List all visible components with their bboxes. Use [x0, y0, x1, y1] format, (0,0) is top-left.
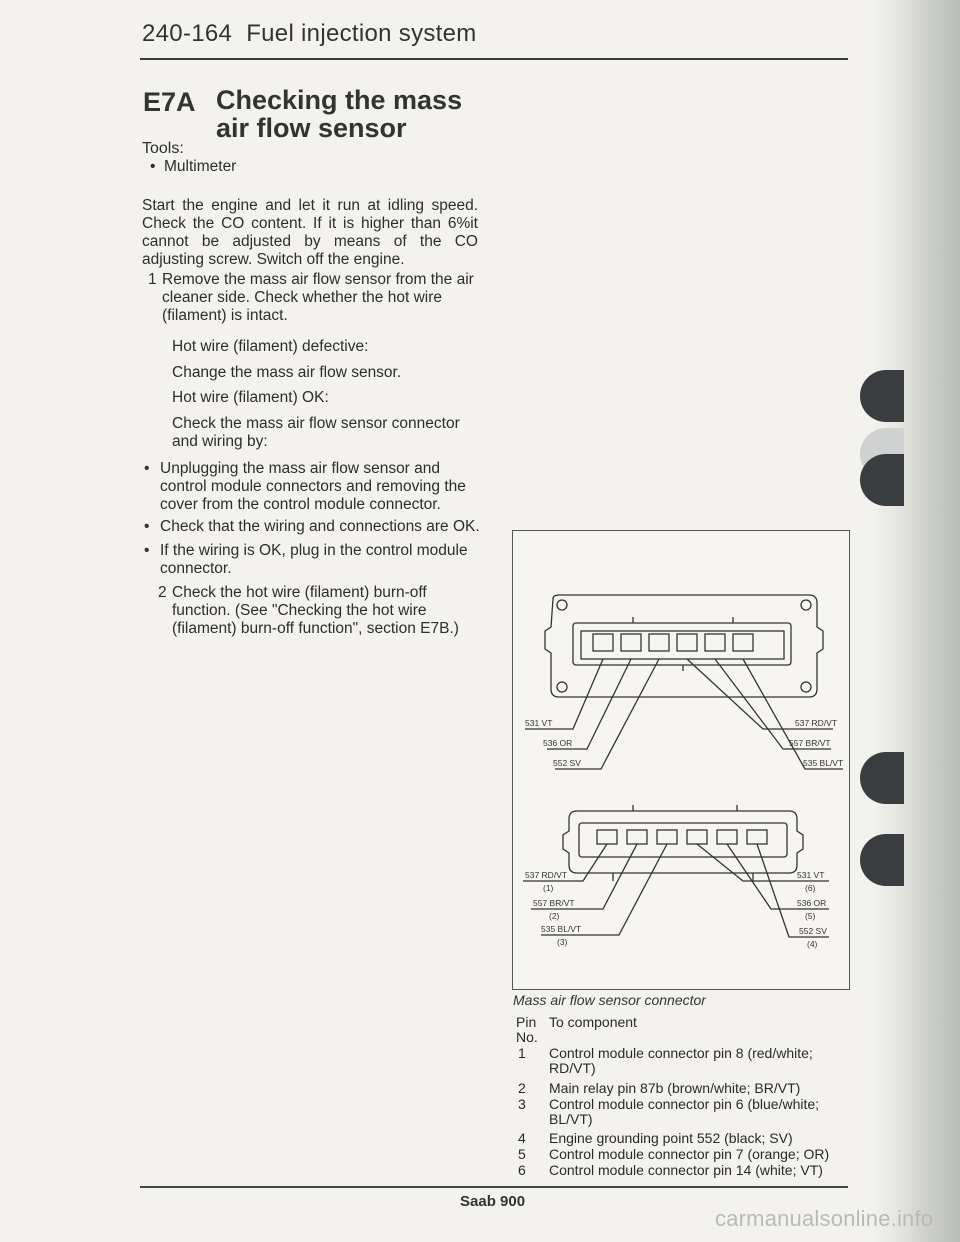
ok-action: Check the mass air flow sensor connector and wiring by:: [172, 415, 460, 450]
step-1: [148, 271, 480, 325]
pin-number-label: (4): [807, 939, 818, 949]
sensor-pin-6: [733, 634, 753, 651]
step-text: Check the hot wire (filament) burn-off function. (See "Checking the hot wire (filament) burn-off function", section E7B.): [172, 584, 459, 637]
mounting-hole: [801, 600, 811, 610]
pin-table-row: [518, 1046, 848, 1076]
pin-number-label: (6): [805, 883, 816, 893]
watermark: carmanualsonline.info: [715, 1206, 934, 1231]
bullet-glyph: •: [150, 158, 156, 175]
pin-component: Control module connector pin 6 (blue/white; BL/VT): [549, 1096, 820, 1127]
tool-item: [150, 158, 236, 176]
module-pin-5: [717, 830, 737, 844]
footer-rule: [140, 1186, 848, 1188]
step-text: Remove the mass air flow sensor from the air cleaner side. Check whether the hot wire (filament) is intact.: [162, 271, 474, 324]
wire-label: 557 BR/VT: [533, 898, 575, 908]
section-title: Checking the mass air flow sensor: [216, 85, 463, 143]
wire-label: 557 BR/VT: [789, 738, 831, 748]
component-column-header: To component: [549, 1014, 637, 1030]
bullet-glyph: •: [144, 542, 150, 559]
wire: [743, 659, 843, 769]
pin-component: Main relay pin 87b (brown/white; BR/VT): [549, 1080, 801, 1096]
wire: [757, 844, 829, 937]
bullet-glyph: •: [144, 518, 150, 535]
wire-label: 531 VT: [797, 870, 825, 880]
connector-diagram: [512, 530, 850, 990]
chapter-title: Fuel injection system: [246, 20, 477, 47]
pin-table-row: [518, 1081, 848, 1096]
connector-diagram-svg: [513, 531, 849, 989]
page-header: [142, 20, 477, 48]
wire-label: 535 BL/VT: [541, 924, 582, 934]
pin-component: Control module connector pin 14 (white; VT): [549, 1162, 823, 1178]
pin-column-header: Pin No.: [516, 1014, 538, 1045]
pin-table-row: [518, 1163, 848, 1178]
page-number: 240-164: [142, 20, 233, 47]
wire-label: 535 BL/VT: [803, 758, 844, 768]
pin-number: 4: [518, 1130, 526, 1146]
pin-number: 2: [518, 1080, 526, 1096]
step-number: 2: [158, 584, 167, 601]
pin-table-row: [518, 1131, 848, 1146]
module-pin-housing: [579, 823, 787, 857]
pin-number-label: (1): [543, 883, 554, 893]
step-number: 1: [148, 271, 157, 288]
step-2: [158, 584, 480, 638]
wire-label: 537 RD/VT: [525, 870, 568, 880]
sensor-pin-4: [677, 634, 697, 651]
diagram-caption: Mass air flow sensor connector: [513, 992, 706, 1008]
bullet-item: [144, 542, 480, 578]
mounting-hole: [557, 600, 567, 610]
bullet-text: Check that the wiring and connections are OK.: [160, 518, 480, 535]
sensor-pin-2: [621, 634, 641, 651]
wire: [541, 844, 667, 935]
page-binding-edge: [872, 0, 960, 1242]
pin-component: Engine grounding point 552 (black; SV): [549, 1130, 793, 1146]
pin-number: 3: [518, 1096, 526, 1112]
tool-item-text: Multimeter: [164, 158, 237, 175]
pin-component: Control module connector pin 7 (orange; OR): [549, 1146, 830, 1162]
pin-number: 6: [518, 1162, 526, 1178]
pin-table-row: [518, 1097, 848, 1127]
bullet-text: If the wiring is OK, plug in the control module connector.: [160, 542, 468, 577]
module-pin-1: [597, 830, 617, 844]
module-pin-4: [687, 830, 707, 844]
footer-model: Saab 900: [460, 1193, 526, 1210]
pin-table-header: [516, 1014, 637, 1045]
sensor-connector-outline: [545, 595, 823, 697]
wire: [715, 659, 831, 749]
wire-label: 552 SV: [799, 926, 827, 936]
pin-table-row: [518, 1147, 848, 1162]
pin-number-label: (2): [549, 911, 560, 921]
pin-number-label: (3): [557, 937, 568, 947]
section-tab-marker: [860, 370, 904, 422]
module-pin-3: [657, 830, 677, 844]
module-pin-2: [627, 830, 647, 844]
pin-number: 1: [518, 1045, 526, 1061]
pin-number-label: (5): [805, 911, 816, 921]
header-rule: [140, 58, 848, 60]
mounting-hole: [801, 682, 811, 692]
wire-label: 536 OR: [543, 738, 573, 748]
wire-label: 537 RD/VT: [795, 718, 838, 728]
sensor-pin-1: [593, 634, 613, 651]
defective-action: Change the mass air flow sensor.: [172, 364, 402, 381]
tools-label: Tools:: [142, 140, 184, 157]
bullet-item: [144, 518, 480, 536]
bullet-text: Unplugging the mass air flow sensor and control module connectors and removing the cover from the control module connector.: [160, 460, 466, 513]
bullet-glyph: •: [144, 460, 150, 477]
sensor-pin-3: [649, 634, 669, 651]
wire: [555, 659, 659, 769]
intro-paragraph: Start the engine and let it run at idling speed. Check the CO content. If it is higher than 6%it cannot be adjusted by means of the CO adjusting screw. Switch off the engine.: [142, 197, 478, 268]
bullet-item: [144, 460, 480, 514]
wire-label: 536 OR: [797, 898, 827, 908]
wire-label: 531 VT: [525, 718, 553, 728]
section-tab-marker: [860, 752, 904, 804]
sensor-pin-5: [705, 634, 725, 651]
mounting-hole: [557, 682, 567, 692]
defective-label: Hot wire (filament) defective:: [172, 338, 369, 355]
section-code: E7A: [143, 87, 196, 117]
section-tab-marker: [860, 834, 904, 886]
pin-component: Control module connector pin 8 (red/white; RD/VT): [549, 1045, 813, 1076]
pin-number: 5: [518, 1146, 526, 1162]
section-tab-marker: [860, 454, 904, 506]
module-pin-6: [747, 830, 767, 844]
ok-label: Hot wire (filament) OK:: [172, 389, 329, 406]
wire-label: 552 SV: [553, 758, 581, 768]
